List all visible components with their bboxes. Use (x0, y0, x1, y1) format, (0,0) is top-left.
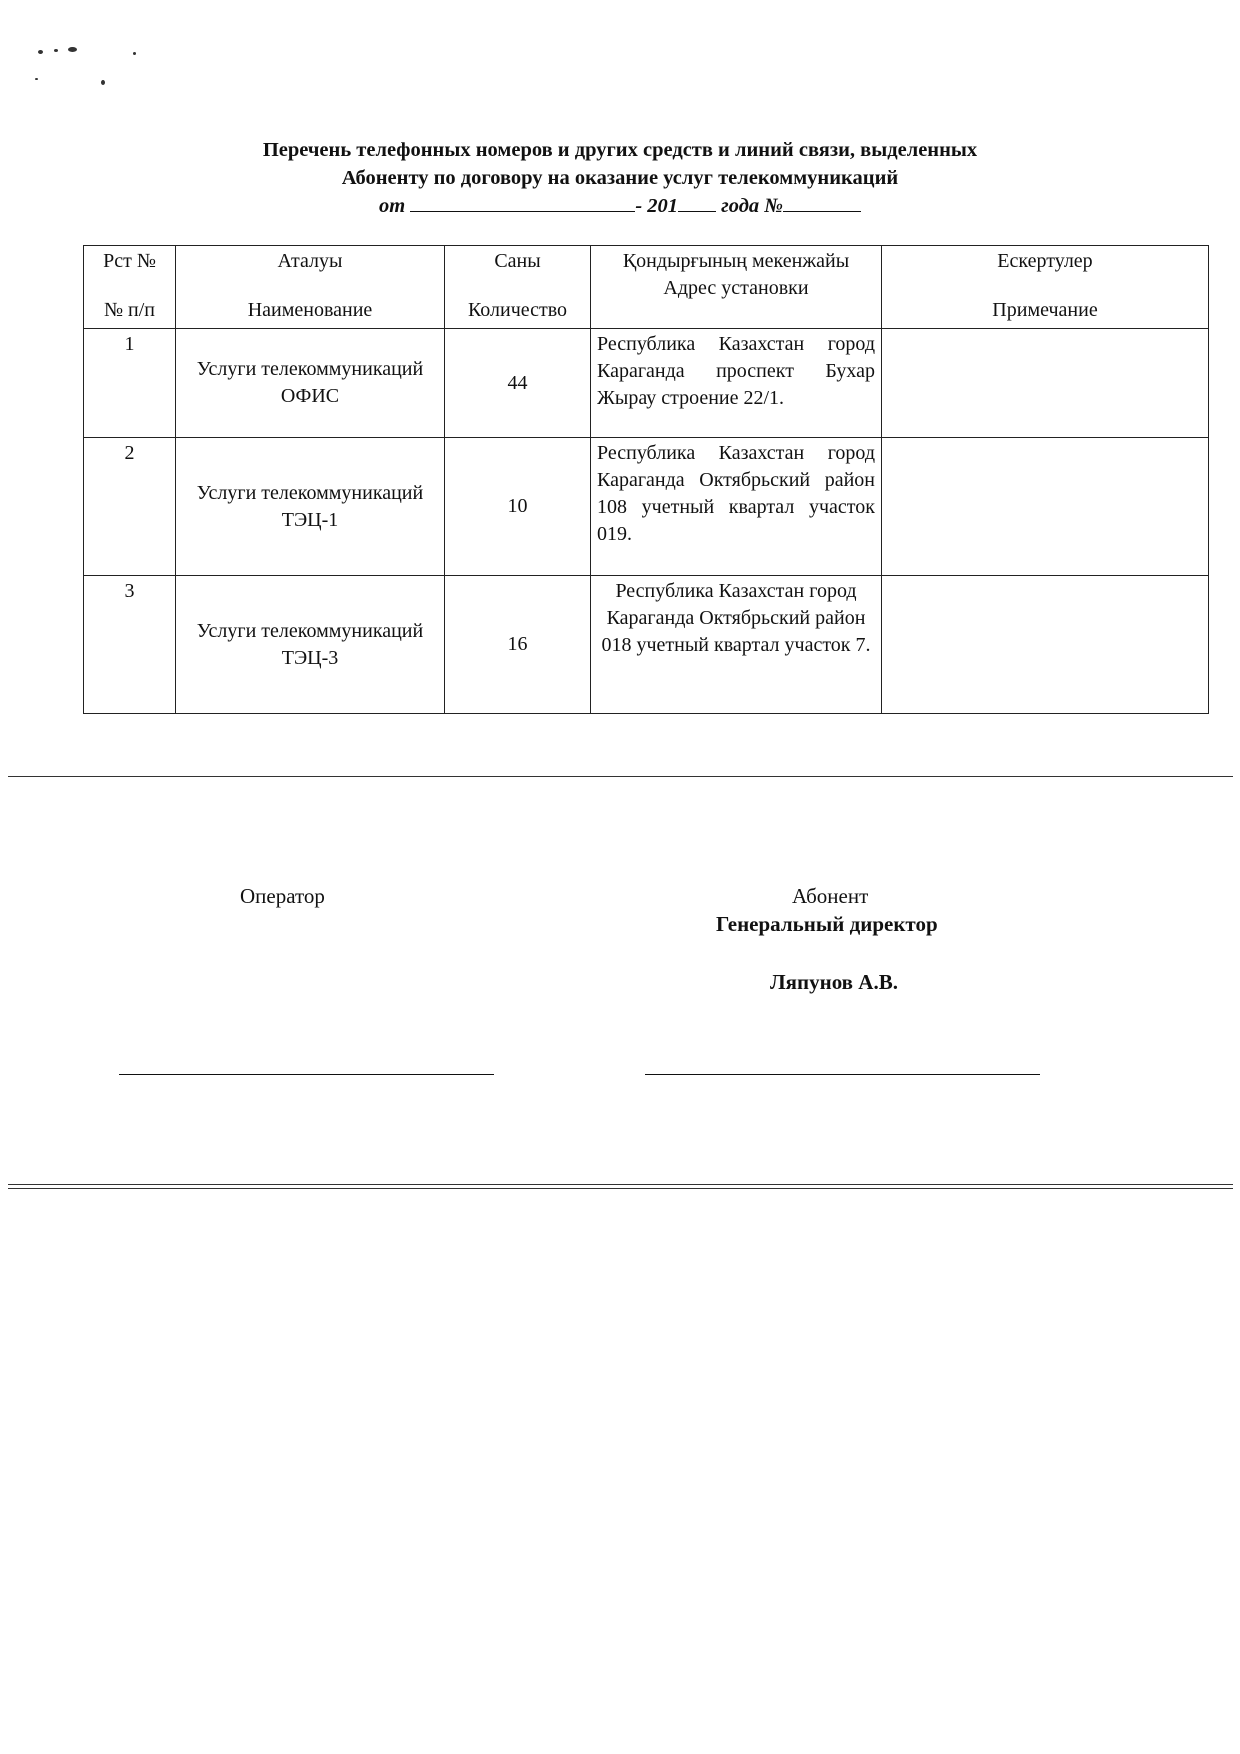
row-quantity: 10 (445, 438, 591, 576)
date-prefix: от (378, 195, 406, 217)
number-blank (783, 193, 861, 212)
row-quantity: 44 (445, 329, 591, 438)
header-address-ru: Адрес установки (663, 277, 809, 299)
table-header-row (84, 246, 1209, 329)
subscriber-signature-line (645, 1074, 1040, 1075)
header-quantity-ru: Количество (467, 299, 568, 321)
date-blank (410, 193, 635, 212)
operator-label: Оператор (240, 884, 325, 908)
date-mid: - 201 (635, 195, 679, 217)
row-note (882, 438, 1209, 576)
scan-speck (35, 78, 38, 80)
table-row (84, 576, 1209, 714)
header-quantity-kz: Саны (494, 250, 541, 272)
row-number: 1 (84, 329, 176, 438)
row-name: Услуги телекоммуникаций ТЭЦ-1 (176, 438, 445, 576)
header-quantity (445, 246, 591, 329)
subscriber-position: Генеральный директор (716, 912, 938, 936)
row-name: Услуги телекоммуникаций ТЭЦ-3 (176, 576, 445, 714)
title-line-2: Абоненту по договору на оказание услуг телекоммуникаций (341, 167, 899, 189)
row-note (882, 329, 1209, 438)
row-quantity: 16 (445, 576, 591, 714)
subscriber-label: Абонент (792, 884, 869, 908)
row-address: Республика Казахстан город Караганда Октябрьский район 108 учетный квартал участок 019. (591, 438, 882, 576)
header-name (176, 246, 445, 329)
scan-speck (101, 80, 105, 85)
header-number (84, 246, 176, 329)
scan-speck (68, 47, 77, 52)
document-title (0, 136, 1240, 220)
scan-speck (38, 50, 43, 54)
table-row (84, 438, 1209, 576)
subscriber-name: Ляпунов А.В. (770, 970, 898, 994)
scan-speck (54, 49, 58, 52)
year-blank (678, 193, 716, 212)
header-note-ru: Примечание (992, 299, 1098, 321)
header-note-kz: Ескертулер (997, 250, 1093, 272)
header-address (591, 246, 882, 329)
row-note (882, 576, 1209, 714)
communication-lines-table (83, 245, 1209, 714)
operator-signature-line (119, 1074, 494, 1075)
bottom-divider-double (8, 1188, 1233, 1189)
header-name-ru: Наименование (247, 299, 373, 321)
contract-date-line (0, 192, 1240, 220)
table-row (84, 329, 1209, 438)
title-line-1: Перечень телефонных номеров и других средств и линий связи, выделенных (262, 139, 978, 161)
header-number-ru: № п/п (103, 299, 156, 321)
row-address: Республика Казахстан город Караганда проспект Бухар Жырау строение 22/1. (591, 329, 882, 438)
header-number-kz: Рст № (103, 250, 156, 272)
row-number: 2 (84, 438, 176, 576)
row-address: Республика Казахстан город Караганда Октябрьский район 018 учетный квартал участок 7. (591, 576, 882, 714)
row-name: Услуги телекоммуникаций ОФИС (176, 329, 445, 438)
date-suffix: года № (721, 195, 783, 217)
header-address-kz: Қондырғының мекенжайы (622, 250, 850, 272)
header-name-kz: Аталуы (277, 250, 343, 272)
header-note (882, 246, 1209, 329)
row-number: 3 (84, 576, 176, 714)
section-divider (8, 776, 1233, 777)
bottom-divider (8, 1184, 1233, 1185)
scan-speck (133, 52, 136, 55)
